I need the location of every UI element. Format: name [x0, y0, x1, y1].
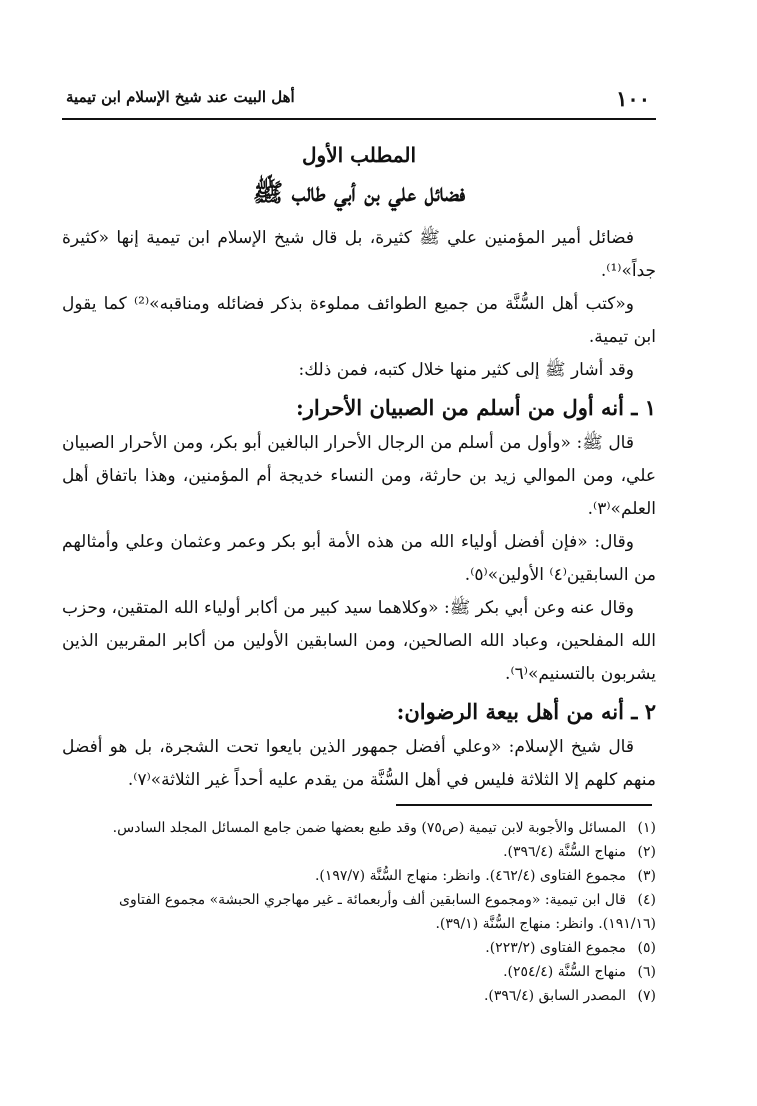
footnote-number: (٧) — [637, 988, 656, 1004]
paragraph: فضائل أمير المؤمنين علي ﷺ كثيرة، بل قال شيخ الإسلام ابن تيمية إنها «كثيرة جداً»⁽¹⁾. — [62, 228, 656, 281]
footnote — [62, 960, 656, 984]
footnote-text: المصدر السابق (٣٩٦/٤). — [483, 988, 626, 1004]
footnote-number: (٢) — [637, 844, 656, 860]
footnote-number: (١) — [637, 820, 656, 836]
footnote-number: (٦) — [637, 964, 656, 980]
page-header — [62, 84, 656, 114]
footnote-number: (٥) — [637, 940, 656, 956]
subheading: ٢ ـ أنه من أهل بيعة الرضوان: — [396, 699, 656, 724]
chapter-title: فضائل علي بن أبي طالب ﷺ — [252, 178, 466, 207]
footnote-text: المسائل والأجوبة لابن تيمية (ص٧٥) وقد طبع بعضها ضمن جامع المسائل المجلد السادس. — [112, 820, 626, 836]
footnote-number: (٤) — [637, 892, 656, 908]
paragraph: قال ﷺ: «وأول من أسلم من الرجال الأحرار البالغين أبو بكر، ومن الأحرار الصبيان علي، ومن الموالي زيد بن حارثة، ومن النساء خديجة أم المؤمنين، وهذا باتفاق أهل العلم»⁽٣⁾. — [62, 433, 656, 519]
paragraph: قال شيخ الإسلام: «وعلي أفضل جمهور الذين بايعوا تحت الشجرة، بل هو أفضل منهم كلهم إلا الثلاثة فليس في أهل السُّنَّة من يقدم عليه أحداً غير الثلاثة»⁽٧⁾. — [62, 737, 656, 790]
header-divider — [62, 118, 656, 120]
footnote — [62, 936, 656, 960]
footnote-text: قال ابن تيمية: «ومجموع السابقين ألف وأربعمائة ـ غير مهاجري الحبشة» مجموع الفتاوى — [119, 892, 626, 908]
footnote — [62, 888, 656, 912]
footnote-text: منهاج السُّنَّة (٢٥٤/٤). — [503, 964, 626, 980]
paragraph: وقال عنه وعن أبي بكر ﷺ: «وكلاهما سيد كبير من أكابر أولياء الله المتقين، وحزب الله المفلحين، وعباد الله الصالحين، ومن السابقين الأولين من أكابر المقربين الذين يشربون بالتسنيم»⁽٦⁾. — [62, 598, 656, 684]
footnote — [62, 984, 656, 1008]
footnote — [62, 864, 656, 888]
paragraph: وقال: «فإن أفضل أولياء الله من هذه الأمة أبو بكر وعمر وعثمان وعلي وأمثالهم من السابقين⁽٤⁾ الأولين»⁽٥⁾. — [62, 532, 656, 585]
footnote-divider — [396, 804, 652, 806]
subheading: ١ ـ أنه أول من أسلم من الصبيان الأحرار: — [296, 395, 656, 420]
paragraph: وقد أشار ﷺ إلى كثير منها خلال كتبه، فمن ذلك: — [298, 360, 634, 380]
footnote-text: مجموع الفتاوى (٤٦٢/٤). وانظر: منهاج السُّنَّة (١٩٧/٧). — [314, 868, 626, 884]
footnote-number: (٣) — [637, 868, 656, 884]
footnote — [62, 840, 656, 864]
footnote — [62, 816, 656, 840]
footnote-text: مجموع الفتاوى (٢٢٣/٢). — [485, 940, 626, 956]
page-number: ١٠٠ — [616, 86, 650, 111]
footnote-text: منهاج السُّنَّة (٣٩٦/٤). — [503, 844, 626, 860]
footnotes — [62, 816, 656, 1008]
paragraph: و«كتب أهل السُّنَّة من جميع الطوائف مملوءة بذكر فضائله ومناقبه»⁽²⁾ كما يقول ابن تيمية. — [62, 294, 656, 347]
running-title: أهل البيت عند شيخ الإسلام ابن تيمية — [66, 88, 295, 106]
footnote-continuation: (١٩١/١٦). وانظر: منهاج السُّنَّة (٣٩/١). — [435, 916, 656, 932]
body-text — [62, 222, 656, 797]
section-title: المطلب الأول — [302, 143, 416, 167]
